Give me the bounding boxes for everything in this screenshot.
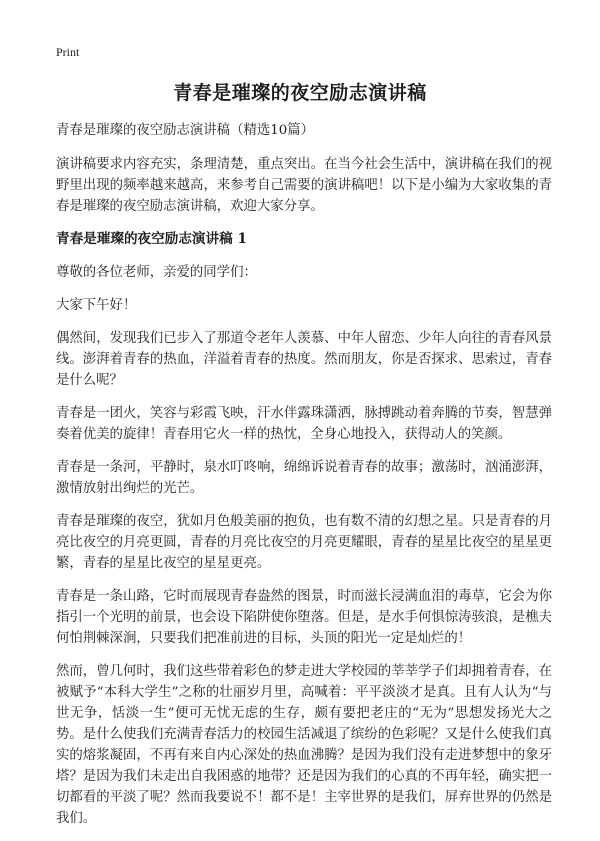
section-heading: 青春是璀璨的夜空励志演讲稿 1 bbox=[56, 231, 247, 247]
print-link[interactable]: Print bbox=[56, 45, 80, 59]
body-paragraph: 青春是璀璨的夜空，犹如月色般美丽的抱负，也有数不清的幻想之星。只是青春的月亮比夜空的月亮更圆，青春的月亮比夜空的月亮更耀眼，青春的星星比夜空的星星更繁，青春的星星比夜空的星星更亮。 bbox=[56, 514, 552, 571]
article-subtitle: 青春是璀璨的夜空励志演讲稿（精选10篇） bbox=[56, 123, 315, 138]
body-paragraph: 偶然间，发现我们已步入了那道令老年人羡慕、中年人留恋、少年人向往的青春风景线。澎湃着青春的热血，洋溢着青春的热度。然而朋友，你是否探求、思索过，青春是什么呢？ bbox=[56, 331, 552, 388]
intro-paragraph: 演讲稿要求内容充实，条理清楚，重点突出。在当今社会生活中，演讲稿在我们的视野里出现的频率越来越高，来参考自己需要的演讲稿吧！以下是小编为大家收集的青春是璀璨的夜空励志演讲稿，欢迎大家分享。 bbox=[56, 157, 552, 214]
body-paragraph: 青春是一条山路，它时而展现青春盎然的图景，时而滋长浸满血泪的毒草，它会为你指引一个光明的前景，也会设下陷阱使你堕落。但是，是水手何惧惊涛骇浪，是樵夫何怕荆棘深涧，只要我们把准前进的目标，头顶的阳光一定是灿烂的！ bbox=[56, 589, 552, 646]
body-paragraph: 青春是一条河，平静时，泉水叮咚响，绵绵诉说着青春的故事；激荡时，汹涌澎湃，激情放射出绚烂的光芒。 bbox=[56, 460, 552, 496]
salutation-paragraph: 尊敬的各位老师，亲爱的同学们： bbox=[56, 265, 257, 280]
article-body bbox=[56, 120, 552, 841]
page-title: 青春是璀璨的夜空励志演讲稿 bbox=[173, 82, 427, 104]
greeting-paragraph: 大家下午好！ bbox=[56, 298, 137, 313]
body-paragraph: 青春是一团火，笑容与彩霞飞映，汗水伴露珠潇洒，脉搏跳动着奔腾的节奏，智慧弹奏着优美的旋律！青春用它火一样的热忱，全身心地投入，获得动人的笑颜。 bbox=[56, 406, 552, 442]
body-paragraph: 然而，曾几何时，我们这些带着彩色的梦走进大学校园的莘莘学子们却拥着青春，在被赋予“本科大学生”之称的壮丽岁月里，高喊着：平平淡淡才是真。且有人认为“与世无争，恬淡一生”便可无忧无虑的生存，颇有要把老庄的“无为”思想发扬光大之势。是什么使我们充满青春活力的校园生活减退了缤纷的色彩呢？又是什么使我们真实的熔浆凝固，不再有来自内心深处的热血沸腾？是因为我们没有走进梦想中的象牙塔？是因为我们未走出自我困惑的地带？还是因为我们的心真的不再年轻，确实把一切都看的平淡了呢？然而我要说不！都不是！主宰世界的是我们，屏弃世界的仍然是我们。 bbox=[56, 664, 552, 826]
